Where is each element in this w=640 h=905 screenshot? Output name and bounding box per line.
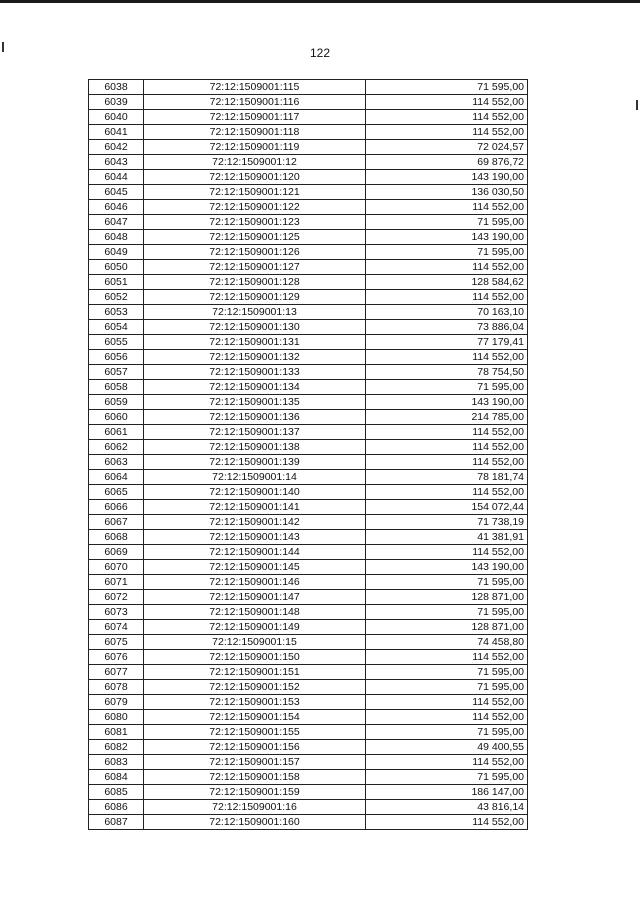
table-row bbox=[89, 320, 528, 335]
value-cell: 71 595,00 bbox=[366, 725, 528, 740]
row-number-cell: 6046 bbox=[89, 200, 144, 215]
table-row bbox=[89, 500, 528, 515]
table-row bbox=[89, 710, 528, 725]
value-cell: 114 552,00 bbox=[366, 200, 528, 215]
cadastral-number-cell: 72:12:1509001:135 bbox=[144, 395, 366, 410]
cadastral-number-cell: 72:12:1509001:13 bbox=[144, 305, 366, 320]
table-row bbox=[89, 365, 528, 380]
cadastral-number-cell: 72:12:1509001:115 bbox=[144, 80, 366, 95]
cadastral-number-cell: 72:12:1509001:121 bbox=[144, 185, 366, 200]
table-row bbox=[89, 245, 528, 260]
cadastral-number-cell: 72:12:1509001:146 bbox=[144, 575, 366, 590]
value-cell: 71 595,00 bbox=[366, 80, 528, 95]
cadastral-number-cell: 72:12:1509001:157 bbox=[144, 755, 366, 770]
row-number-cell: 6072 bbox=[89, 590, 144, 605]
row-number-cell: 6065 bbox=[89, 485, 144, 500]
row-number-cell: 6062 bbox=[89, 440, 144, 455]
cadastral-number-cell: 72:12:1509001:150 bbox=[144, 650, 366, 665]
value-cell: 186 147,00 bbox=[366, 785, 528, 800]
table-row bbox=[89, 755, 528, 770]
cadastral-number-cell: 72:12:1509001:134 bbox=[144, 380, 366, 395]
value-cell: 73 886,04 bbox=[366, 320, 528, 335]
value-cell: 114 552,00 bbox=[366, 695, 528, 710]
cadastral-number-cell: 72:12:1509001:158 bbox=[144, 770, 366, 785]
value-cell: 43 816,14 bbox=[366, 800, 528, 815]
cadastral-number-cell: 72:12:1509001:133 bbox=[144, 365, 366, 380]
cadastral-number-cell: 72:12:1509001:136 bbox=[144, 410, 366, 425]
table-row bbox=[89, 95, 528, 110]
value-cell: 114 552,00 bbox=[366, 650, 528, 665]
value-cell: 214 785,00 bbox=[366, 410, 528, 425]
value-cell: 114 552,00 bbox=[366, 545, 528, 560]
row-number-cell: 6039 bbox=[89, 95, 144, 110]
table-row bbox=[89, 560, 528, 575]
row-number-cell: 6044 bbox=[89, 170, 144, 185]
value-cell: 71 595,00 bbox=[366, 575, 528, 590]
table-row bbox=[89, 620, 528, 635]
value-cell: 114 552,00 bbox=[366, 95, 528, 110]
row-number-cell: 6069 bbox=[89, 545, 144, 560]
row-number-cell: 6060 bbox=[89, 410, 144, 425]
table-row bbox=[89, 380, 528, 395]
table-row bbox=[89, 290, 528, 305]
value-cell: 114 552,00 bbox=[366, 815, 528, 830]
value-cell: 72 024,57 bbox=[366, 140, 528, 155]
row-number-cell: 6071 bbox=[89, 575, 144, 590]
row-number-cell: 6084 bbox=[89, 770, 144, 785]
value-cell: 114 552,00 bbox=[366, 350, 528, 365]
cadastral-number-cell: 72:12:1509001:127 bbox=[144, 260, 366, 275]
cadastral-number-cell: 72:12:1509001:130 bbox=[144, 320, 366, 335]
row-number-cell: 6083 bbox=[89, 755, 144, 770]
row-number-cell: 6042 bbox=[89, 140, 144, 155]
value-cell: 128 584,62 bbox=[366, 275, 528, 290]
value-cell: 136 030,50 bbox=[366, 185, 528, 200]
table-row bbox=[89, 410, 528, 425]
table-row bbox=[89, 140, 528, 155]
table-row bbox=[89, 200, 528, 215]
cadastral-number-cell: 72:12:1509001:138 bbox=[144, 440, 366, 455]
row-number-cell: 6073 bbox=[89, 605, 144, 620]
value-cell: 71 595,00 bbox=[366, 665, 528, 680]
table-row bbox=[89, 530, 528, 545]
value-cell: 114 552,00 bbox=[366, 485, 528, 500]
cadastral-number-cell: 72:12:1509001:116 bbox=[144, 95, 366, 110]
value-cell: 114 552,00 bbox=[366, 125, 528, 140]
value-cell: 71 595,00 bbox=[366, 215, 528, 230]
table-row bbox=[89, 590, 528, 605]
table-row bbox=[89, 800, 528, 815]
cadastral-number-cell: 72:12:1509001:15 bbox=[144, 635, 366, 650]
cadastral-number-cell: 72:12:1509001:132 bbox=[144, 350, 366, 365]
table-row bbox=[89, 680, 528, 695]
row-number-cell: 6082 bbox=[89, 740, 144, 755]
row-number-cell: 6038 bbox=[89, 80, 144, 95]
cadastral-number-cell: 72:12:1509001:152 bbox=[144, 680, 366, 695]
cadastral-number-cell: 72:12:1509001:151 bbox=[144, 665, 366, 680]
table-row bbox=[89, 665, 528, 680]
value-cell: 154 072,44 bbox=[366, 500, 528, 515]
row-number-cell: 6079 bbox=[89, 695, 144, 710]
row-number-cell: 6049 bbox=[89, 245, 144, 260]
table-row bbox=[89, 440, 528, 455]
cadastral-number-cell: 72:12:1509001:117 bbox=[144, 110, 366, 125]
row-number-cell: 6054 bbox=[89, 320, 144, 335]
row-number-cell: 6068 bbox=[89, 530, 144, 545]
value-cell: 114 552,00 bbox=[366, 425, 528, 440]
cadastral-number-cell: 72:12:1509001:147 bbox=[144, 590, 366, 605]
cadastral-number-cell: 72:12:1509001:141 bbox=[144, 500, 366, 515]
row-number-cell: 6052 bbox=[89, 290, 144, 305]
cadastral-number-cell: 72:12:1509001:126 bbox=[144, 245, 366, 260]
value-cell: 114 552,00 bbox=[366, 755, 528, 770]
row-number-cell: 6051 bbox=[89, 275, 144, 290]
cadastral-number-cell: 72:12:1509001:120 bbox=[144, 170, 366, 185]
value-cell: 143 190,00 bbox=[366, 230, 528, 245]
row-number-cell: 6056 bbox=[89, 350, 144, 365]
cadastral-value-table bbox=[88, 79, 528, 830]
table-row bbox=[89, 155, 528, 170]
table-row bbox=[89, 110, 528, 125]
value-cell: 143 190,00 bbox=[366, 395, 528, 410]
table-body bbox=[89, 80, 528, 830]
row-number-cell: 6080 bbox=[89, 710, 144, 725]
table-row bbox=[89, 650, 528, 665]
row-number-cell: 6040 bbox=[89, 110, 144, 125]
page-number: 122 bbox=[309, 46, 331, 60]
table-row bbox=[89, 545, 528, 560]
value-cell: 78 181,74 bbox=[366, 470, 528, 485]
row-number-cell: 6064 bbox=[89, 470, 144, 485]
cadastral-number-cell: 72:12:1509001:118 bbox=[144, 125, 366, 140]
row-number-cell: 6055 bbox=[89, 335, 144, 350]
cadastral-number-cell: 72:12:1509001:122 bbox=[144, 200, 366, 215]
cadastral-number-cell: 72:12:1509001:119 bbox=[144, 140, 366, 155]
value-cell: 114 552,00 bbox=[366, 290, 528, 305]
table-row bbox=[89, 770, 528, 785]
cadastral-number-cell: 72:12:1509001:149 bbox=[144, 620, 366, 635]
table-row bbox=[89, 335, 528, 350]
table-row bbox=[89, 170, 528, 185]
cadastral-number-cell: 72:12:1509001:160 bbox=[144, 815, 366, 830]
table-row bbox=[89, 230, 528, 245]
row-number-cell: 6066 bbox=[89, 500, 144, 515]
value-cell: 71 595,00 bbox=[366, 770, 528, 785]
cadastral-number-cell: 72:12:1509001:16 bbox=[144, 800, 366, 815]
cadastral-number-cell: 72:12:1509001:140 bbox=[144, 485, 366, 500]
value-cell: 128 871,00 bbox=[366, 620, 528, 635]
row-number-cell: 6077 bbox=[89, 665, 144, 680]
row-number-cell: 6048 bbox=[89, 230, 144, 245]
row-number-cell: 6053 bbox=[89, 305, 144, 320]
table-row bbox=[89, 485, 528, 500]
value-cell: 78 754,50 bbox=[366, 365, 528, 380]
cadastral-number-cell: 72:12:1509001:145 bbox=[144, 560, 366, 575]
value-cell: 74 458,80 bbox=[366, 635, 528, 650]
value-cell: 114 552,00 bbox=[366, 710, 528, 725]
value-cell: 114 552,00 bbox=[366, 440, 528, 455]
value-cell: 128 871,00 bbox=[366, 590, 528, 605]
table-row bbox=[89, 740, 528, 755]
row-number-cell: 6078 bbox=[89, 680, 144, 695]
table-row bbox=[89, 185, 528, 200]
cadastral-number-cell: 72:12:1509001:129 bbox=[144, 290, 366, 305]
row-number-cell: 6063 bbox=[89, 455, 144, 470]
row-number-cell: 6074 bbox=[89, 620, 144, 635]
table-row bbox=[89, 695, 528, 710]
row-number-cell: 6047 bbox=[89, 215, 144, 230]
value-cell: 143 190,00 bbox=[366, 170, 528, 185]
cadastral-number-cell: 72:12:1509001:137 bbox=[144, 425, 366, 440]
value-cell: 41 381,91 bbox=[366, 530, 528, 545]
cadastral-number-cell: 72:12:1509001:144 bbox=[144, 545, 366, 560]
value-cell: 71 595,00 bbox=[366, 680, 528, 695]
value-cell: 71 595,00 bbox=[366, 605, 528, 620]
page-top-border bbox=[0, 0, 640, 3]
value-cell: 71 595,00 bbox=[366, 245, 528, 260]
table-row bbox=[89, 125, 528, 140]
table-row bbox=[89, 785, 528, 800]
cadastral-number-cell: 72:12:1509001:139 bbox=[144, 455, 366, 470]
table-row bbox=[89, 80, 528, 95]
table-row bbox=[89, 275, 528, 290]
right-edge-mark bbox=[636, 100, 638, 110]
value-cell: 114 552,00 bbox=[366, 260, 528, 275]
cadastral-number-cell: 72:12:1509001:155 bbox=[144, 725, 366, 740]
table-row bbox=[89, 575, 528, 590]
table-row bbox=[89, 350, 528, 365]
table-row bbox=[89, 635, 528, 650]
table-row bbox=[89, 215, 528, 230]
row-number-cell: 6085 bbox=[89, 785, 144, 800]
value-cell: 77 179,41 bbox=[366, 335, 528, 350]
row-number-cell: 6087 bbox=[89, 815, 144, 830]
table-row bbox=[89, 395, 528, 410]
cadastral-number-cell: 72:12:1509001:153 bbox=[144, 695, 366, 710]
cadastral-number-cell: 72:12:1509001:148 bbox=[144, 605, 366, 620]
cadastral-number-cell: 72:12:1509001:159 bbox=[144, 785, 366, 800]
cadastral-number-cell: 72:12:1509001:125 bbox=[144, 230, 366, 245]
row-number-cell: 6076 bbox=[89, 650, 144, 665]
value-cell: 69 876,72 bbox=[366, 155, 528, 170]
row-number-cell: 6043 bbox=[89, 155, 144, 170]
table-row bbox=[89, 605, 528, 620]
table-row bbox=[89, 470, 528, 485]
row-number-cell: 6075 bbox=[89, 635, 144, 650]
row-number-cell: 6058 bbox=[89, 380, 144, 395]
table-row bbox=[89, 305, 528, 320]
row-number-cell: 6067 bbox=[89, 515, 144, 530]
cadastral-number-cell: 72:12:1509001:154 bbox=[144, 710, 366, 725]
row-number-cell: 6059 bbox=[89, 395, 144, 410]
row-number-cell: 6045 bbox=[89, 185, 144, 200]
value-cell: 49 400,55 bbox=[366, 740, 528, 755]
table-row bbox=[89, 515, 528, 530]
value-cell: 71 738,19 bbox=[366, 515, 528, 530]
row-number-cell: 6061 bbox=[89, 425, 144, 440]
table-row bbox=[89, 725, 528, 740]
cadastral-number-cell: 72:12:1509001:142 bbox=[144, 515, 366, 530]
row-number-cell: 6041 bbox=[89, 125, 144, 140]
table-row bbox=[89, 455, 528, 470]
row-number-cell: 6086 bbox=[89, 800, 144, 815]
row-number-cell: 6057 bbox=[89, 365, 144, 380]
row-number-cell: 6050 bbox=[89, 260, 144, 275]
cadastral-number-cell: 72:12:1509001:131 bbox=[144, 335, 366, 350]
cadastral-number-cell: 72:12:1509001:143 bbox=[144, 530, 366, 545]
cadastral-number-cell: 72:12:1509001:128 bbox=[144, 275, 366, 290]
value-cell: 114 552,00 bbox=[366, 110, 528, 125]
cadastral-number-cell: 72:12:1509001:123 bbox=[144, 215, 366, 230]
row-number-cell: 6070 bbox=[89, 560, 144, 575]
row-number-cell: 6081 bbox=[89, 725, 144, 740]
table-row bbox=[89, 425, 528, 440]
value-cell: 114 552,00 bbox=[366, 455, 528, 470]
value-cell: 70 163,10 bbox=[366, 305, 528, 320]
value-cell: 143 190,00 bbox=[366, 560, 528, 575]
cadastral-number-cell: 72:12:1509001:156 bbox=[144, 740, 366, 755]
value-cell: 71 595,00 bbox=[366, 380, 528, 395]
cadastral-number-cell: 72:12:1509001:12 bbox=[144, 155, 366, 170]
cadastral-number-cell: 72:12:1509001:14 bbox=[144, 470, 366, 485]
table-row bbox=[89, 815, 528, 830]
table-row bbox=[89, 260, 528, 275]
